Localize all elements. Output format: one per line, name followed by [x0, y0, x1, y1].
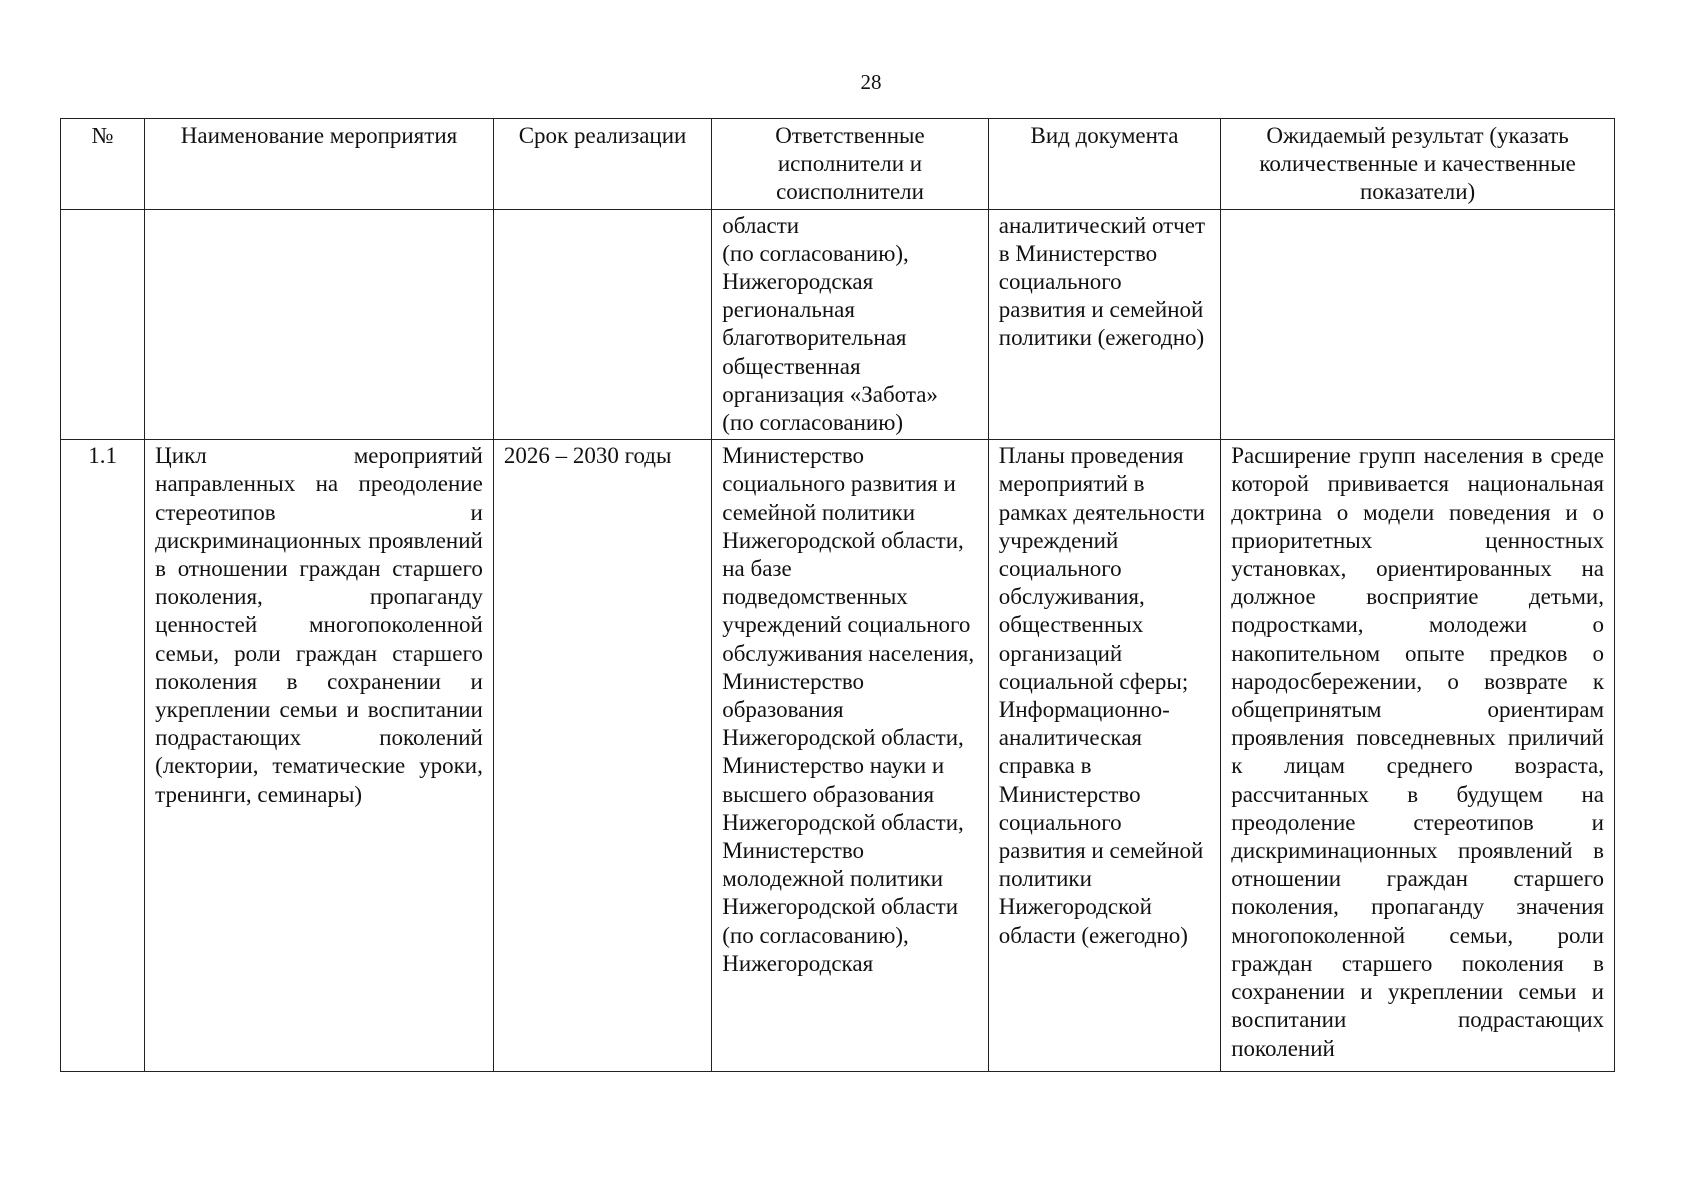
cell-document-type: Планы проведения мероприятий в рамках деятельности учреждений социального обслуживания, общественных организаций социальной сферы; Информационно-аналитическая справка в Министерство социального развития и семейной политики Нижегородской области (ежегодно) [988, 440, 1220, 1072]
cell-period: 2026 – 2030 годы [493, 440, 711, 1072]
cell-expected-result: Расширение групп населения в среде которой прививается национальная доктрина о модели поведения и о приоритетных ценностных установках, ориентированных на должное восприятие детьми, подростками, молодежи о накопительном опыте предков о народосбережении, о возврате к общепринятым ориентирам проявления повседневных приличий к лицам среднего возраста, рассчитанных в будущем на преодоление стереотипов и дискриминационных проявлений в отношении граждан старшего поколения, пропаганду значения многопоколенной семьи, роли граждан старшего поколения в сохранении и укреплении семьи и воспитании подрастающих поколений [1221, 440, 1615, 1072]
cell-number [61, 209, 145, 440]
measures-table [60, 118, 1615, 1072]
table-row-continuation [61, 209, 1615, 440]
table-row-1-1 [61, 440, 1615, 1072]
cell-measure-name: Цикл мероприятий направленных на преодоление стереотипов и дискриминационных проявлений в отношении граждан старшего поколения, пропаганду ценностей многопоколенной семьи, роли граждан старшего поколения в сохранении и укреплении семьи и воспитании подрастающих поколений (лектории, тематические уроки, тренинги, семинары) [145, 440, 494, 1072]
cell-executors: Министерство социального развития и семейной политики Нижегородской области, на базе подведомственных учреждений социального обслуживания населения, Министерство образования Нижегородской области, Министерство науки и высшего образования Нижегородской области, Министерство молодежной политики Нижегородской области (по согласованию), Нижегородская [712, 440, 989, 1072]
header-period: Срок реализации [493, 119, 711, 210]
header-executors: Ответственные исполнители и соисполнители [712, 119, 989, 210]
table-header-row [61, 119, 1615, 210]
cell-expected-result [1221, 209, 1615, 440]
cell-period [493, 209, 711, 440]
cell-executors [712, 209, 989, 440]
cell-number: 1.1 [61, 440, 145, 1072]
header-number: № [61, 119, 145, 210]
executors-text: области (по согласованию), Нижегородская региональная благотворительная общественная организация «Забота» (по согласованию) [722, 212, 938, 436]
header-expected-result: Ожидаемый результат (указать количественные и качественные показатели) [1221, 119, 1615, 210]
cell-measure-name [145, 209, 494, 440]
header-measure-name: Наименование мероприятия [145, 119, 494, 210]
header-document-type: Вид документа [988, 119, 1220, 210]
page-number: 28 [860, 70, 882, 94]
cell-document-type: аналитический отчет в Министерство социального развития и семейной политики (ежегодно) [988, 209, 1220, 440]
